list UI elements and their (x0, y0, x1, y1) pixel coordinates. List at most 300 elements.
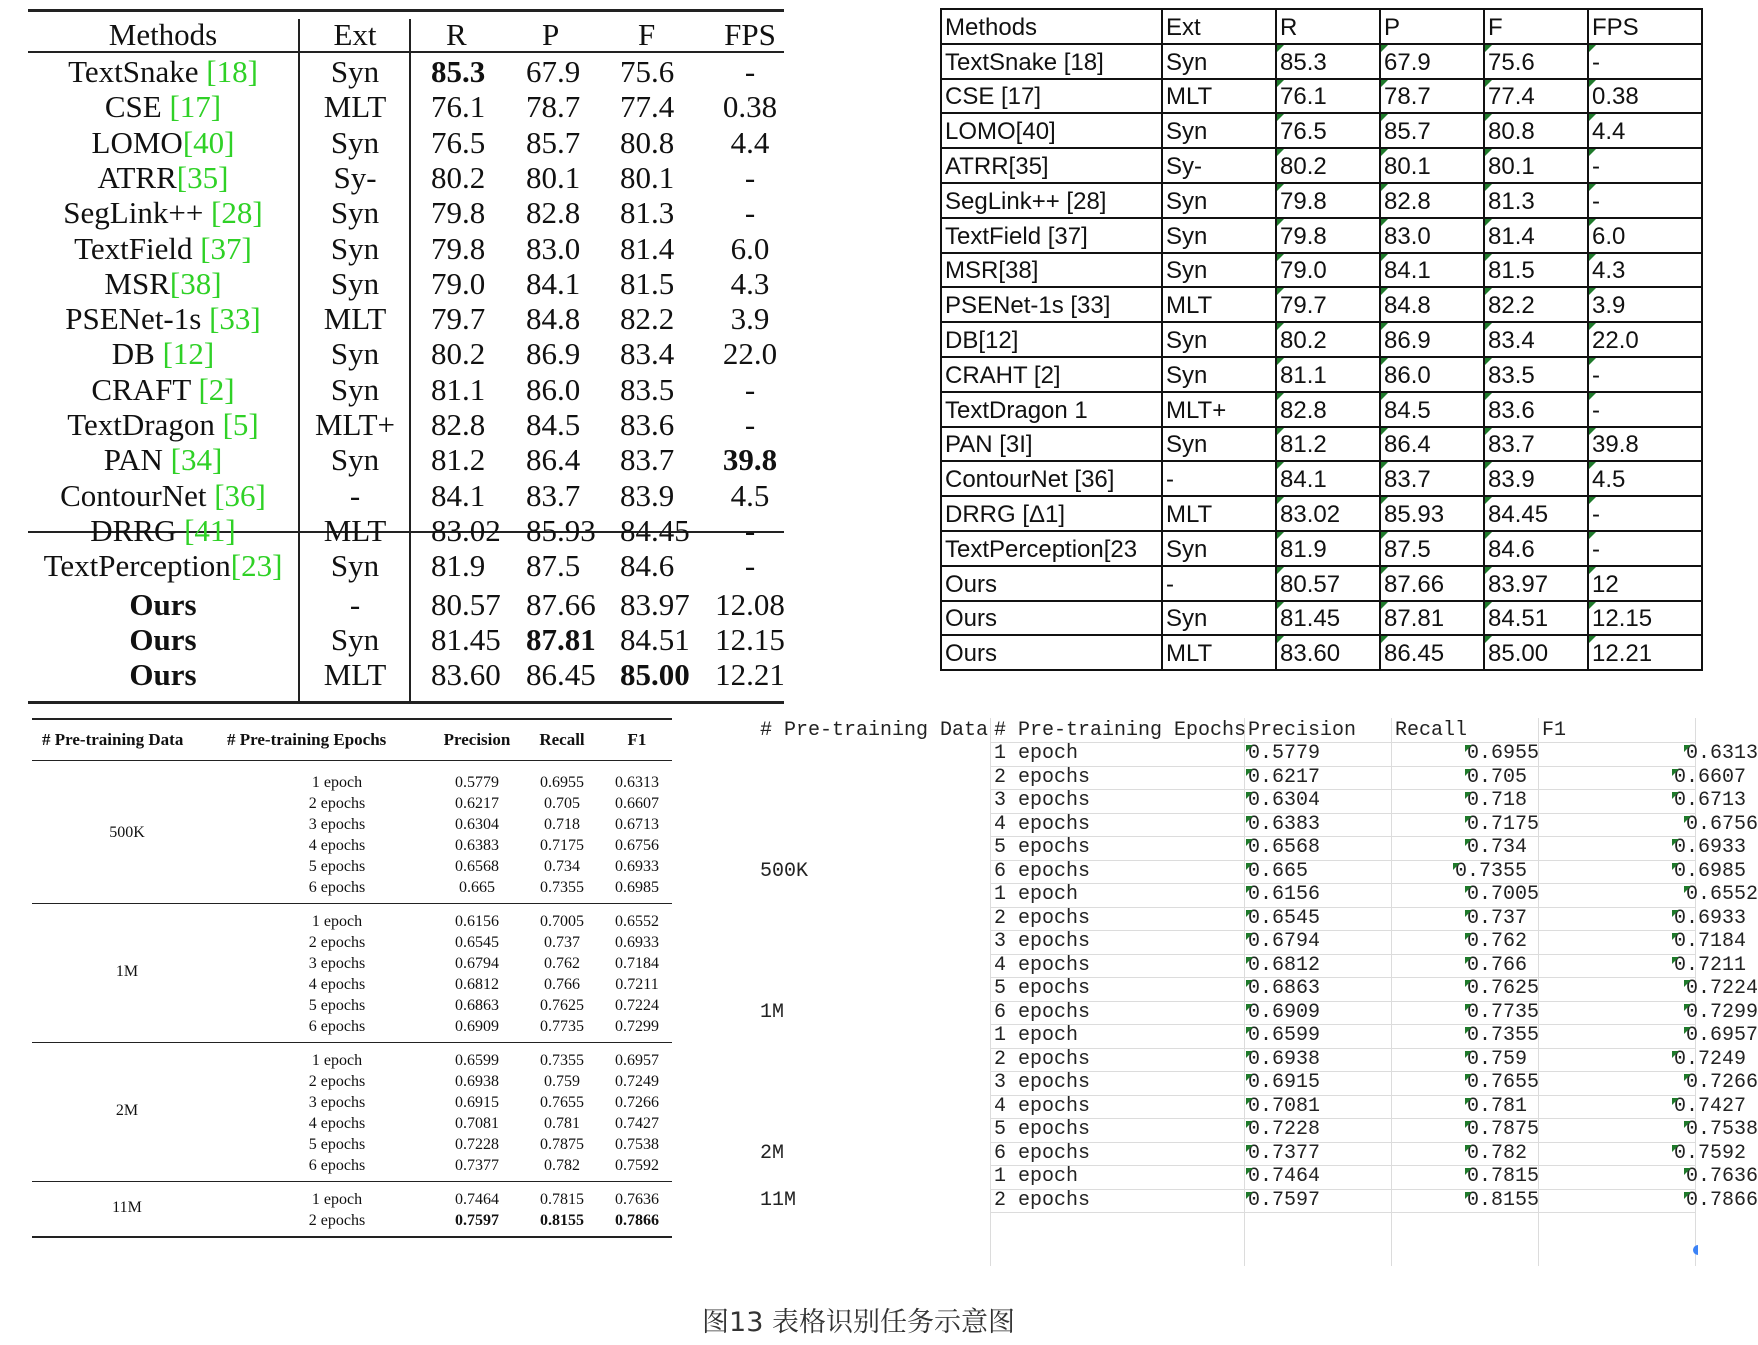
table-cell[interactable]: 86.45 (1380, 635, 1484, 670)
table-cell[interactable]: Syn (1162, 253, 1276, 288)
precision-cell[interactable]: 0.7228 (1248, 1118, 1321, 1141)
fps-cell: 0.38 (722, 89, 778, 125)
bottom-rule (28, 701, 784, 704)
header-cell: Precision (1248, 719, 1357, 742)
recall-cell[interactable]: 0.737 (1467, 906, 1528, 930)
recall-cell: 0.7355 (540, 1052, 584, 1069)
precision-cell[interactable]: 0.6599 (1248, 1024, 1321, 1047)
table-cell[interactable]: 80.1 (1484, 148, 1588, 183)
table-cell[interactable]: R (1276, 9, 1380, 44)
table-row (941, 601, 1702, 636)
recall-cell[interactable]: 0.7655 (1467, 1071, 1540, 1094)
table-cell[interactable]: 79.7 (1276, 287, 1380, 322)
precision-cell: 87.5 (526, 548, 581, 584)
table-cell[interactable]: - (1162, 566, 1276, 601)
epochs-cell[interactable]: 1 epoch (994, 883, 1079, 906)
method-cell (28, 587, 298, 623)
table-cell[interactable]: 81.5 (1484, 253, 1588, 288)
table-cell[interactable]: PSENet-1s [33] (941, 287, 1162, 322)
precision-cell[interactable]: 0.6863 (1248, 977, 1321, 1000)
table-cell[interactable]: Ours (941, 566, 1162, 601)
table-cell[interactable]: 6.0 (1588, 218, 1702, 253)
table-cell[interactable]: Syn (1162, 183, 1276, 218)
f1-cell[interactable]: 0.6933 (1674, 906, 1747, 930)
table-row (941, 322, 1702, 357)
epochs-cell[interactable]: 2 epochs (994, 1188, 1091, 1212)
table-cell[interactable]: 86.0 (1380, 357, 1484, 392)
recall-cell: 76.5 (431, 124, 486, 160)
table-cell[interactable]: TextSnake [18] (941, 44, 1162, 79)
recall-cell[interactable]: 0.718 (1467, 789, 1528, 812)
table-cell[interactable]: MLT (1162, 496, 1276, 531)
precision-cell: 0.6568 (455, 858, 499, 875)
fps-cell: - (744, 195, 756, 231)
table-cell[interactable]: - (1588, 392, 1702, 427)
f1-cell[interactable]: 0.7299 (1686, 1000, 1758, 1024)
f1-cell[interactable]: 0.7636 (1686, 1165, 1758, 1188)
f1-cell: 0.7592 (615, 1157, 659, 1174)
recall-cell[interactable]: 0.762 (1467, 930, 1528, 953)
epochs-cell[interactable]: 4 epochs (994, 953, 1091, 977)
epochs-cell[interactable]: 6 epochs (994, 1141, 1091, 1165)
table-cell[interactable]: SegLink++ [28] (941, 183, 1162, 218)
f1-cell[interactable]: 0.6957 (1686, 1024, 1758, 1047)
table-cell[interactable]: - (1588, 496, 1702, 531)
table-row (941, 148, 1702, 183)
f1-cell[interactable]: 0.7266 (1686, 1071, 1758, 1094)
recall-cell[interactable]: 0.7355 (1455, 859, 1528, 883)
precision-cell: 86.0 (526, 371, 581, 407)
table-cell[interactable]: PAN [3I] (941, 427, 1162, 462)
table-cell[interactable]: Sy- (1162, 148, 1276, 183)
recall-cell[interactable]: 0.734 (1467, 836, 1528, 859)
table-cell[interactable]: 39.8 (1588, 427, 1702, 462)
ext-cell: Syn (330, 548, 380, 584)
table-cell[interactable]: ATRR[35] (941, 148, 1162, 183)
recall-cell[interactable]: 0.7815 (1467, 1165, 1540, 1188)
f1-cell[interactable]: 0.7184 (1674, 930, 1747, 953)
recall-cell[interactable]: 0.759 (1467, 1047, 1528, 1071)
table-cell[interactable]: 4.3 (1588, 253, 1702, 288)
table-row (32, 1070, 672, 1093)
epochs-cell[interactable]: 3 epochs (994, 789, 1091, 812)
table-cell[interactable]: - (1162, 461, 1276, 496)
table-cell[interactable]: MLT (1162, 287, 1276, 322)
table-cell[interactable]: TextDragon 1 (941, 392, 1162, 427)
precision-cell[interactable]: 0.6909 (1248, 1000, 1321, 1024)
f1-cell[interactable]: 0.6933 (1674, 836, 1747, 859)
precision-cell[interactable]: 0.7464 (1248, 1165, 1321, 1188)
table-cell[interactable]: 83.97 (1484, 566, 1588, 601)
table-row (32, 1049, 672, 1072)
table-row (758, 812, 1758, 837)
fscore-cell: 84.51 (620, 621, 690, 657)
precision-cell: 0.665 (459, 879, 495, 896)
table-cell[interactable]: 82.2 (1484, 287, 1588, 322)
method-cell (28, 548, 298, 584)
ext-cell: Syn (330, 336, 380, 372)
precision-cell: 0.6599 (455, 1052, 499, 1069)
recall-cell: 0.762 (544, 955, 580, 972)
precision-cell[interactable]: 0.5779 (1248, 742, 1321, 765)
recall-cell: 76.1 (431, 89, 486, 125)
table-cell[interactable]: 84.45 (1484, 496, 1588, 531)
epochs-cell: 1 epoch (311, 913, 363, 930)
table-cell[interactable]: 80.1 (1380, 148, 1484, 183)
epochs-cell[interactable]: 3 epochs (994, 930, 1091, 953)
f1-cell[interactable]: 0.6756 (1686, 812, 1758, 836)
method-name: ContourNet (60, 477, 215, 513)
recall-cell: 0.7875 (540, 1136, 584, 1153)
table-cell[interactable]: - (1588, 44, 1702, 79)
data-size-cell[interactable]: 1M (760, 1000, 785, 1024)
table-cell[interactable]: 83.0 (1380, 218, 1484, 253)
f1-cell[interactable]: 0.7249 (1674, 1047, 1747, 1071)
table-cell[interactable]: 83.7 (1484, 427, 1588, 462)
fscore-cell: 77.4 (620, 89, 675, 125)
f1-cell: 0.7211 (615, 976, 659, 993)
precision-cell[interactable]: 0.6545 (1248, 906, 1321, 930)
f1-cell[interactable]: 0.7427 (1674, 1094, 1747, 1118)
data-size-cell[interactable]: 11M (760, 1188, 797, 1212)
recall-cell[interactable]: 0.7625 (1467, 977, 1540, 1000)
fscore-cell: 84.45 (620, 512, 690, 548)
table-cell[interactable]: LOMO[40] (941, 113, 1162, 148)
precision-cell: 0.7081 (455, 1115, 499, 1132)
table-cell[interactable]: 3.9 (1588, 287, 1702, 322)
table-row (758, 789, 1747, 813)
table-cell[interactable]: Syn (1162, 322, 1276, 357)
f1-cell[interactable]: 0.7211 (1674, 953, 1747, 977)
method-cell (28, 89, 298, 125)
table-row (28, 478, 828, 514)
data-size-label: 11M (112, 1199, 142, 1216)
table-cell[interactable]: 83.7 (1380, 461, 1484, 496)
table-cell[interactable]: - (1588, 531, 1702, 566)
table-cell[interactable]: Syn (1162, 601, 1276, 636)
table-cell[interactable]: Syn (1162, 357, 1276, 392)
table-cell[interactable]: 83.02 (1276, 496, 1380, 531)
precision-cell: 0.6383 (455, 837, 499, 854)
table-cell[interactable]: 80.57 (1276, 566, 1380, 601)
table-cell[interactable]: 76.1 (1276, 79, 1380, 114)
f1-cell[interactable]: 0.6313 (1686, 742, 1758, 765)
recall-cell[interactable]: 0.6955 (1467, 742, 1540, 765)
table-cell[interactable]: 84.5 (1380, 392, 1484, 427)
table-cell[interactable]: 84.51 (1484, 601, 1588, 636)
method-cell (28, 372, 298, 408)
f1-cell: 0.6313 (615, 774, 659, 791)
table-cell[interactable]: 0.38 (1588, 79, 1702, 114)
cell-handle-icon[interactable] (1693, 1245, 1698, 1255)
precision-cell[interactable]: 0.6217 (1248, 765, 1321, 789)
table-cell[interactable]: MLT+ (1162, 392, 1276, 427)
recall-cell: 0.766 (544, 976, 580, 993)
header-cell: F1 (1542, 719, 1567, 742)
precision-cell[interactable]: 0.6812 (1248, 953, 1321, 977)
table-cell[interactable]: ContourNet [36] (941, 461, 1162, 496)
citation-ref: [40] (182, 124, 235, 160)
header-cell: # Pre-training Epochs (227, 730, 387, 749)
recall-cell: 0.759 (544, 1073, 580, 1090)
table-cell[interactable]: 87.5 (1380, 531, 1484, 566)
table-cell[interactable]: 75.6 (1484, 44, 1588, 79)
epochs-cell[interactable]: 6 epochs (994, 1000, 1091, 1024)
recall-cell[interactable]: 0.7355 (1467, 1024, 1540, 1047)
recall-cell[interactable]: 0.7005 (1467, 883, 1540, 906)
ext-cell: MLT (323, 657, 387, 693)
precision-cell[interactable]: 0.7597 (1248, 1188, 1321, 1212)
epochs-cell[interactable]: 2 epochs (994, 906, 1091, 930)
table-cell[interactable]: 22.0 (1588, 322, 1702, 357)
header-rule (32, 760, 672, 761)
precision-cell[interactable]: 0.6794 (1248, 930, 1321, 953)
table-cell[interactable]: MLT (1162, 635, 1276, 670)
method-name: Ours (129, 586, 197, 622)
f1-cell[interactable]: 0.7538 (1686, 1118, 1758, 1141)
f1-cell[interactable]: 0.6607 (1674, 765, 1747, 789)
epochs-cell[interactable]: 1 epoch (994, 742, 1079, 765)
table-cell[interactable]: TextField [37] (941, 218, 1162, 253)
table-cell[interactable]: P (1380, 9, 1484, 44)
precision-cell: 0.6217 (455, 795, 499, 812)
table-header-row (28, 17, 828, 53)
method-cell (28, 442, 298, 478)
table-cell[interactable]: MLT (1162, 79, 1276, 114)
table-row (28, 160, 828, 196)
table-cell[interactable]: 80.8 (1484, 113, 1588, 148)
f1-cell: 0.6607 (615, 795, 659, 812)
table-cell[interactable]: Syn (1162, 113, 1276, 148)
table-cell[interactable]: 84.1 (1276, 461, 1380, 496)
epochs-cell[interactable]: 5 epochs (994, 836, 1091, 859)
epochs-cell: 4 epochs (308, 837, 366, 854)
table-cell[interactable]: Ext (1162, 9, 1276, 44)
table-cell[interactable]: TextPerception[23 (941, 531, 1162, 566)
epochs-cell[interactable]: 1 epoch (994, 1024, 1079, 1047)
table-cell[interactable]: 77.4 (1484, 79, 1588, 114)
f1-cell: 0.6957 (615, 1052, 659, 1069)
table-cell[interactable]: 83.5 (1484, 357, 1588, 392)
recall-cell[interactable]: 0.782 (1467, 1141, 1528, 1165)
f1-cell: 0.6933 (615, 934, 659, 951)
table-cell[interactable]: 84.8 (1380, 287, 1484, 322)
recall-cell: 81.9 (431, 548, 486, 584)
table-cell[interactable]: Syn (1162, 531, 1276, 566)
precision-cell[interactable]: 0.7377 (1248, 1141, 1321, 1165)
table-cell[interactable]: 4.4 (1588, 113, 1702, 148)
header-cell: Recall (539, 730, 585, 749)
table-cell[interactable]: 84.1 (1380, 253, 1484, 288)
table-cell[interactable]: 83.9 (1484, 461, 1588, 496)
table-cell[interactable]: 81.4 (1484, 218, 1588, 253)
table-cell[interactable]: 12 (1588, 566, 1702, 601)
epochs-cell[interactable]: 5 epochs (994, 977, 1091, 1000)
recall-cell[interactable]: 0.7175 (1467, 812, 1540, 836)
table-cell[interactable]: 12.21 (1588, 635, 1702, 670)
f1-cell[interactable]: 0.6552 (1686, 883, 1758, 906)
f1-cell[interactable]: 0.7592 (1674, 1141, 1747, 1165)
method-name: MSR (104, 265, 170, 301)
table-cell[interactable]: 83.60 (1276, 635, 1380, 670)
precision-cell: 0.6812 (455, 976, 499, 993)
method-cell (28, 336, 298, 372)
table-cell[interactable]: 87.66 (1380, 566, 1484, 601)
ext-cell: Syn (330, 124, 380, 160)
f1-cell[interactable]: 0.6985 (1674, 859, 1747, 883)
epochs-cell[interactable]: 1 epoch (994, 1165, 1079, 1188)
recall-cell: 84.1 (431, 477, 486, 513)
table-cell[interactable]: 67.9 (1380, 44, 1484, 79)
recall-cell[interactable]: 0.705 (1467, 765, 1528, 789)
precision-cell[interactable]: 0.6938 (1248, 1047, 1321, 1071)
epochs-cell[interactable]: 2 epochs (994, 1047, 1091, 1071)
recall-cell: 0.7735 (540, 1018, 584, 1035)
table-cell[interactable]: - (1588, 148, 1702, 183)
epochs-cell[interactable]: 3 epochs (994, 1071, 1091, 1094)
f1-cell[interactable]: 0.7866 (1686, 1188, 1758, 1212)
precision-cell[interactable]: 0.6156 (1248, 883, 1321, 906)
table-cell[interactable]: 85.7 (1380, 113, 1484, 148)
method-cell (28, 622, 298, 658)
recall-cell[interactable]: 0.7735 (1467, 1000, 1540, 1024)
table-cell[interactable]: F (1484, 9, 1588, 44)
table-row (758, 1047, 1747, 1072)
table-cell[interactable]: 79.8 (1276, 183, 1380, 218)
method-name: TextPerception (43, 548, 231, 584)
fps-cell: - (744, 371, 756, 407)
precision-cell: 87.81 (526, 621, 596, 657)
f1-cell[interactable]: 0.7224 (1686, 977, 1758, 1000)
precision-cell: 0.6545 (455, 934, 499, 951)
header-cell: F (638, 17, 656, 52)
fscore-cell: 83.97 (620, 586, 690, 622)
table-cell[interactable]: DRRG [Δ1] (941, 496, 1162, 531)
table-row (758, 1071, 1758, 1095)
fscore-cell: 85.00 (620, 657, 690, 693)
method-cell (28, 407, 298, 443)
table-row (28, 54, 828, 90)
table-cell[interactable]: 78.7 (1380, 79, 1484, 114)
recall-cell: 0.718 (544, 816, 580, 833)
citation-ref: [36] (214, 477, 266, 513)
table-cell[interactable]: CSE [17] (941, 79, 1162, 114)
recall-cell: 0.782 (544, 1157, 580, 1174)
table-cell[interactable]: 81.2 (1276, 427, 1380, 462)
table-cell[interactable]: 76.5 (1276, 113, 1380, 148)
epochs-cell[interactable]: 6 epochs (994, 859, 1091, 883)
paper-results-table (28, 9, 784, 705)
table-cell[interactable]: 83.6 (1484, 392, 1588, 427)
table-cell[interactable]: 81.45 (1276, 601, 1380, 636)
epochs-cell: 5 epochs (308, 1136, 366, 1153)
precision-cell[interactable]: 0.7081 (1248, 1094, 1321, 1118)
table-cell[interactable]: 79.0 (1276, 253, 1380, 288)
data-size-cell[interactable]: 500K (760, 859, 809, 883)
recall-cell[interactable]: 0.8155 (1467, 1188, 1540, 1212)
precision-cell[interactable]: 0.6304 (1248, 789, 1321, 812)
precision-cell: 0.6304 (455, 816, 499, 833)
table-row (758, 765, 1747, 790)
table-cell[interactable]: 83.4 (1484, 322, 1588, 357)
table-cell[interactable]: 80.2 (1276, 148, 1380, 183)
citation-ref: [38] (169, 265, 222, 301)
table-cell[interactable]: CRAHT [2] (941, 357, 1162, 392)
precision-cell[interactable]: 0.6383 (1248, 812, 1321, 836)
table-body (941, 9, 1702, 670)
table-cell[interactable]: 84.6 (1484, 531, 1588, 566)
table-cell[interactable]: 12.15 (1588, 601, 1702, 636)
data-size-cell[interactable]: 2M (760, 1141, 785, 1165)
table-row (758, 883, 1758, 907)
table-cell[interactable]: 86.9 (1380, 322, 1484, 357)
table-cell[interactable]: 86.4 (1380, 427, 1484, 462)
table-cell[interactable]: DB[12] (941, 322, 1162, 357)
precision-cell[interactable]: 0.665 (1248, 859, 1309, 883)
table-row (941, 253, 1702, 288)
epochs-cell[interactable]: 4 epochs (994, 1094, 1091, 1118)
table-cell[interactable]: 82.8 (1276, 392, 1380, 427)
table-cell[interactable]: Methods (941, 9, 1162, 44)
precision-cell: 84.8 (526, 301, 581, 337)
epochs-cell[interactable]: 5 epochs (994, 1118, 1091, 1141)
table-cell[interactable]: 87.81 (1380, 601, 1484, 636)
table-cell[interactable]: MSR[38] (941, 253, 1162, 288)
table-cell[interactable]: 81.3 (1484, 183, 1588, 218)
method-name: PSENet-1s (65, 301, 210, 337)
precision-cell: 0.7377 (455, 1157, 499, 1174)
table-cell[interactable]: 81.1 (1276, 357, 1380, 392)
recall-cell: 0.8155 (540, 1212, 584, 1229)
recall-cell[interactable]: 0.7875 (1467, 1118, 1540, 1141)
table-cell[interactable]: - (1588, 357, 1702, 392)
table-cell[interactable]: 85.00 (1484, 635, 1588, 670)
f1-cell[interactable]: 0.6713 (1674, 789, 1747, 812)
table-cell[interactable]: FPS (1588, 9, 1702, 44)
table-row (941, 461, 1702, 496)
epochs-cell: 1 epoch (311, 1191, 363, 1208)
table-cell[interactable]: 85.3 (1276, 44, 1380, 79)
table-cell[interactable]: 4.5 (1588, 461, 1702, 496)
table-cell[interactable]: Syn (1162, 218, 1276, 253)
table-cell[interactable]: Ours (941, 635, 1162, 670)
precision-cell: 0.7464 (455, 1191, 499, 1208)
table-cell[interactable]: - (1588, 183, 1702, 218)
epochs-cell[interactable]: 2 epochs (994, 765, 1091, 789)
table-cell[interactable]: 81.9 (1276, 531, 1380, 566)
fps-cell: - (744, 407, 756, 442)
table-cell[interactable]: Ours (941, 601, 1162, 636)
table-cell[interactable]: 85.93 (1380, 496, 1484, 531)
citation-ref: [12] (162, 336, 215, 372)
group-rule (32, 1042, 672, 1043)
recall-cell[interactable]: 0.781 (1467, 1094, 1528, 1118)
table-cell[interactable]: 82.8 (1380, 183, 1484, 218)
table-cell[interactable]: Syn (1162, 44, 1276, 79)
fscore-cell: 83.9 (620, 477, 675, 513)
table-cell[interactable]: 79.8 (1276, 218, 1380, 253)
fps-cell: - (744, 548, 756, 584)
table-cell[interactable]: Syn (1162, 427, 1276, 462)
table-row (28, 336, 828, 372)
table-row (32, 876, 672, 899)
table-cell[interactable]: 80.2 (1276, 322, 1380, 357)
precision-cell[interactable]: 0.6915 (1248, 1071, 1321, 1094)
recall-cell[interactable]: 0.766 (1467, 953, 1528, 977)
f1-cell: 0.7224 (615, 997, 659, 1014)
epochs-cell[interactable]: 4 epochs (994, 812, 1091, 836)
precision-cell[interactable]: 0.6568 (1248, 836, 1321, 859)
